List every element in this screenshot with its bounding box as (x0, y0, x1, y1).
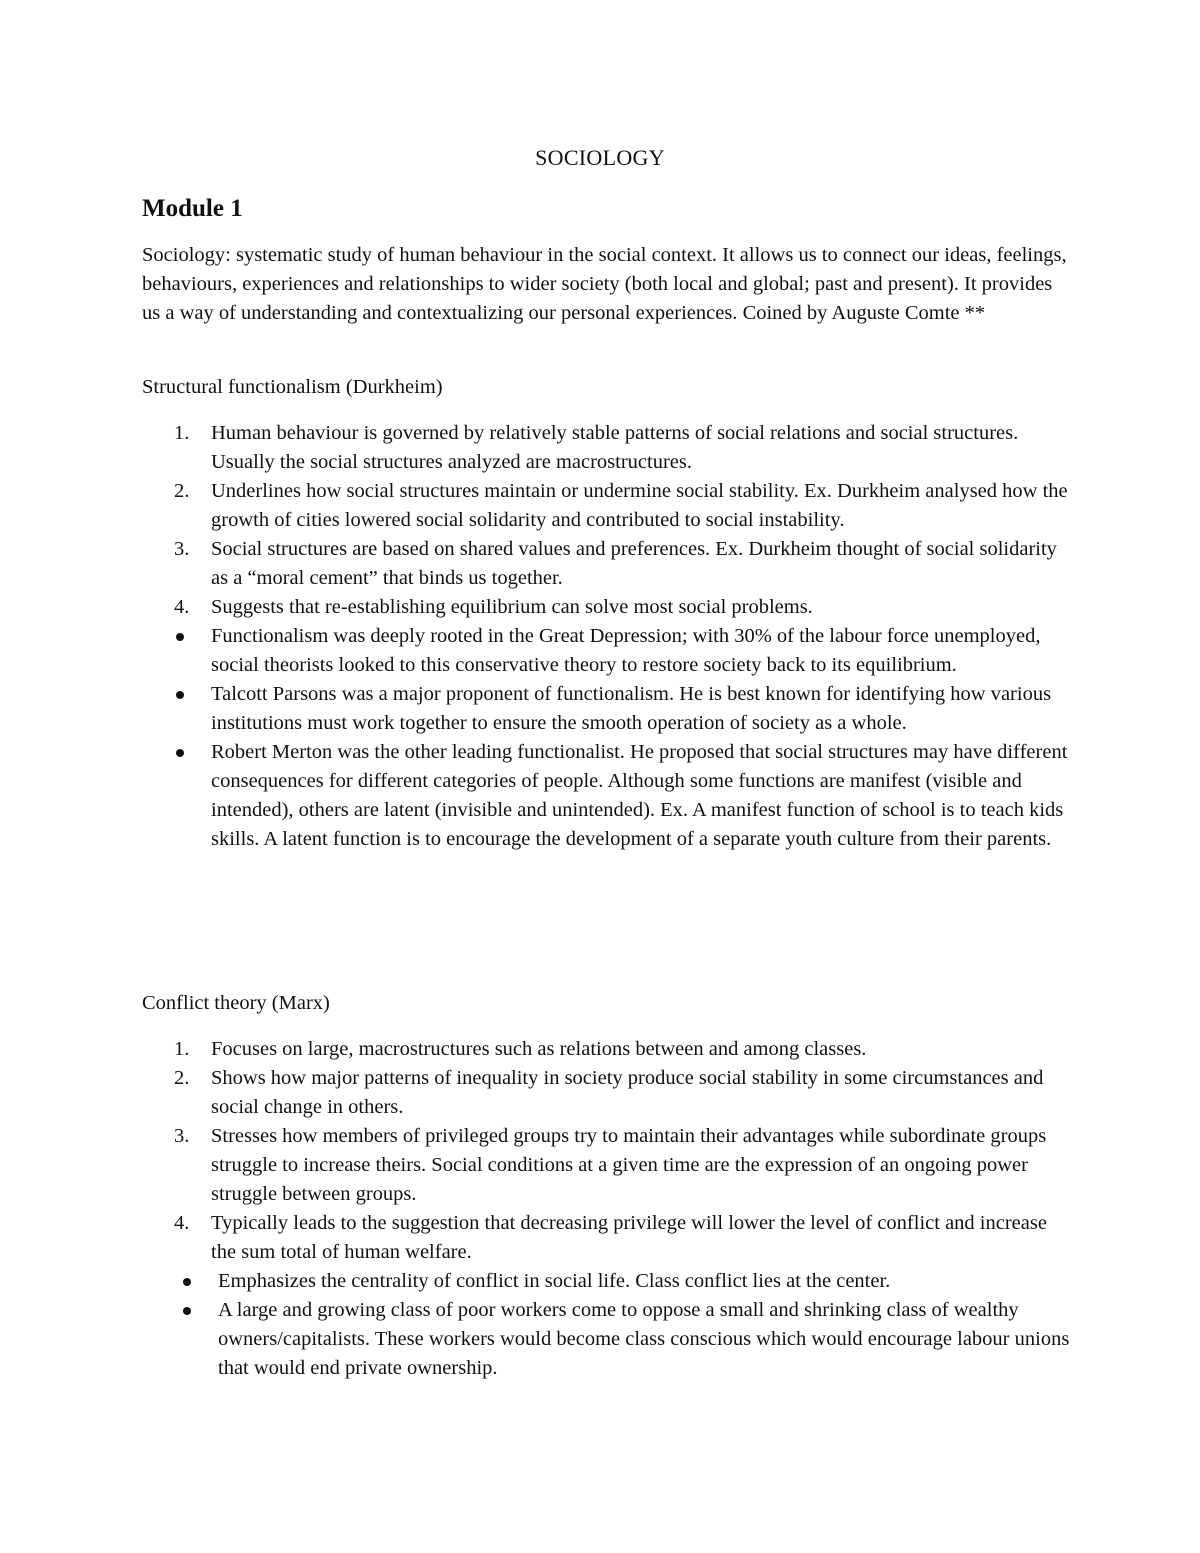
list-number: 4. (174, 596, 190, 618)
bullet-icon (183, 1307, 191, 1315)
list-item-text: Focuses on large, macrostructures such as relations between and among classes. (211, 1038, 867, 1060)
list-item-text: Social structures are based on shared values and preferences. Ex. Durkheim thought of social solidarity as a “moral cement” that binds us together. (211, 538, 1057, 589)
list-item-text: Underlines how social structures maintain or undermine social stability. Ex. Durkheim analysed how the growth of cities lowered social solidarity and contributed to social instability. (211, 480, 1068, 531)
list-item (0, 593, 1071, 622)
bullet-item (0, 680, 1071, 738)
list-number: 2. (174, 480, 190, 502)
bullet-icon (176, 749, 184, 757)
section-heading-functionalism: Structural functionalism (Durkheim) (142, 376, 443, 398)
functionalism-list (0, 419, 1200, 854)
list-number: 3. (174, 538, 190, 560)
list-item (0, 1035, 1071, 1064)
list-number: 1. (174, 1038, 190, 1060)
bullet-item (0, 1296, 1070, 1383)
list-item (0, 1122, 1071, 1209)
intro-paragraph: Sociology: systematic study of human behaviour in the social context. It allows us to connect our ideas, feelings, behaviours, experiences and relationships to wider society (both local and global; past and present). It provides us a way of understanding and contextualizing our personal experiences. Coined by Auguste Comte ** (142, 244, 1067, 324)
bullet-item-text: Functionalism was deeply rooted in the Great Depression; with 30% of the labour force unemployed, social theorists looked to this conservative theory to restore society back to its equilibrium. (211, 625, 1041, 676)
bullet-item-text: Emphasizes the centrality of conflict in social life. Class conflict lies at the center. (218, 1270, 891, 1292)
bullet-icon (176, 633, 184, 641)
list-number: 3. (174, 1125, 190, 1147)
list-item (0, 1064, 1071, 1122)
list-item-text: Shows how major patterns of inequality in society produce social stability in some circumstances and social change in others. (211, 1067, 1044, 1118)
document-title: SOCIOLOGY (535, 145, 665, 170)
list-item (0, 419, 1071, 477)
section-heading-conflict: Conflict theory (Marx) (142, 992, 330, 1014)
list-item-text: Suggests that re-establishing equilibrium can solve most social problems. (211, 596, 813, 618)
bullet-item-text: A large and growing class of poor workers come to oppose a small and shrinking class of wealthy owners/capitalists. These workers would become class conscious which would encourage labour unions that would end private ownership. (218, 1299, 1070, 1379)
list-number: 1. (174, 422, 190, 444)
list-item-text: Stresses how members of privileged groups try to maintain their advantages while subordinate groups struggle to increase theirs. Social conditions at a given time are the expression of an ongoing power struggle between groups. (211, 1125, 1047, 1205)
bullet-item-text: Talcott Parsons was a major proponent of functionalism. He is best known for identifying how various institutions must work together to ensure the smooth operation of society as a whole. (211, 683, 1052, 734)
list-item-text: Typically leads to the suggestion that decreasing privilege will lower the level of conflict and increase the sum total of human welfare. (211, 1212, 1047, 1263)
list-item (0, 477, 1071, 535)
bullet-icon (176, 691, 184, 699)
list-number: 4. (174, 1212, 190, 1234)
list-item (0, 535, 1071, 593)
bullet-item-text: Robert Merton was the other leading functionalist. He proposed that social structures may have different consequences for different categories of people. Although some functions are manifest (visible and intended), others are latent (invisible and unintended). Ex. A manifest function of school is to teach kids skills. A latent function is to encourage the development of a separate youth culture from their parents. (211, 741, 1068, 850)
list-item (0, 1209, 1071, 1267)
list-item-text: Human behaviour is governed by relatively stable patterns of social relations and social structures. Usually the social structures analyzed are macrostructures. (211, 422, 1019, 473)
conflict-list (0, 1035, 1200, 1383)
module-heading: Module 1 (142, 195, 243, 222)
bullet-item (0, 738, 1071, 854)
bullet-item (0, 1267, 1070, 1296)
bullet-item (0, 622, 1071, 680)
list-number: 2. (174, 1067, 190, 1089)
bullet-icon (183, 1278, 191, 1286)
